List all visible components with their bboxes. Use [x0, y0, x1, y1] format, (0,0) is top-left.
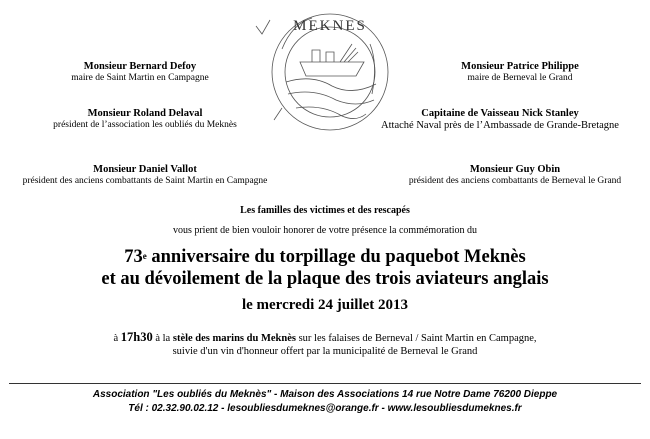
host-role: président de l’association les oubliés du Meknès: [53, 120, 237, 130]
event-date: le mercredi 24 juillet 2013: [241, 297, 409, 313]
host-name: Monsieur Daniel Vallot: [93, 164, 197, 175]
place-suffix: sur les falaises de Berneval / Saint Martin en Campagne,: [295, 333, 537, 344]
host-name: Monsieur Roland Delaval: [87, 108, 203, 119]
host-name: Monsieur Guy Obin: [469, 164, 561, 175]
place-name: stèle des marins du Meknès: [172, 333, 296, 344]
footer-address: Association "Les oubliés du Meknès" - Maison des Associations 14 rue Notre Dame 76200 Dieppe: [92, 389, 558, 400]
footer-contact: Tél : 02.32.90.02.12 - lesoubliesdumeknes@orange.fr - www.lesoubliesdumeknes.fr: [128, 403, 522, 414]
host-right-1: [420, 61, 620, 83]
host-name: Monsieur Patrice Philippe: [461, 61, 579, 72]
host-role: Attaché Naval près de l’Ambassade de Grande-Bretagne: [381, 120, 619, 131]
host-role: président des anciens combattants de Saint Martin en Campagne: [22, 176, 268, 186]
place-prefix: à: [113, 333, 121, 344]
place-mid: à la: [152, 333, 173, 344]
host-right-3: [390, 164, 640, 186]
host-role: maire de Saint Martin en Campagne: [71, 73, 209, 83]
logo-word: MEKNES: [293, 18, 367, 34]
request-line: vous prient de bien vouloir honorer de votre présence la commémoration du: [172, 225, 478, 236]
host-left-2: [40, 108, 250, 130]
host-role: président des anciens combattants de Berneval le Grand: [408, 176, 622, 186]
title-line-2: et au dévoilement de la plaque des trois aviateurs anglais: [101, 269, 549, 289]
reception-line: suivie d'un vin d'honneur offert par la municipalité de Berneval le Grand: [172, 346, 478, 357]
title-sup: e: [142, 251, 147, 261]
host-left-1: [40, 61, 240, 83]
title-number: 73: [124, 247, 143, 267]
host-left-3: [10, 164, 280, 186]
host-name: Monsieur Bernard Defoy: [83, 61, 197, 72]
title-line-1: [0, 246, 650, 268]
event-time: 17h30: [120, 330, 153, 344]
families-line: Les familles des victimes et des rescapés: [240, 205, 410, 216]
title-rest: anniversaire du torpillage du paquebot Meknès: [146, 247, 526, 267]
host-name: Capitaine de Vaisseau Nick Stanley: [421, 108, 579, 119]
host-right-2: [355, 108, 645, 131]
place-line: [0, 330, 650, 345]
host-role: maire de Berneval le Grand: [467, 73, 573, 83]
footer-divider: [9, 383, 641, 384]
